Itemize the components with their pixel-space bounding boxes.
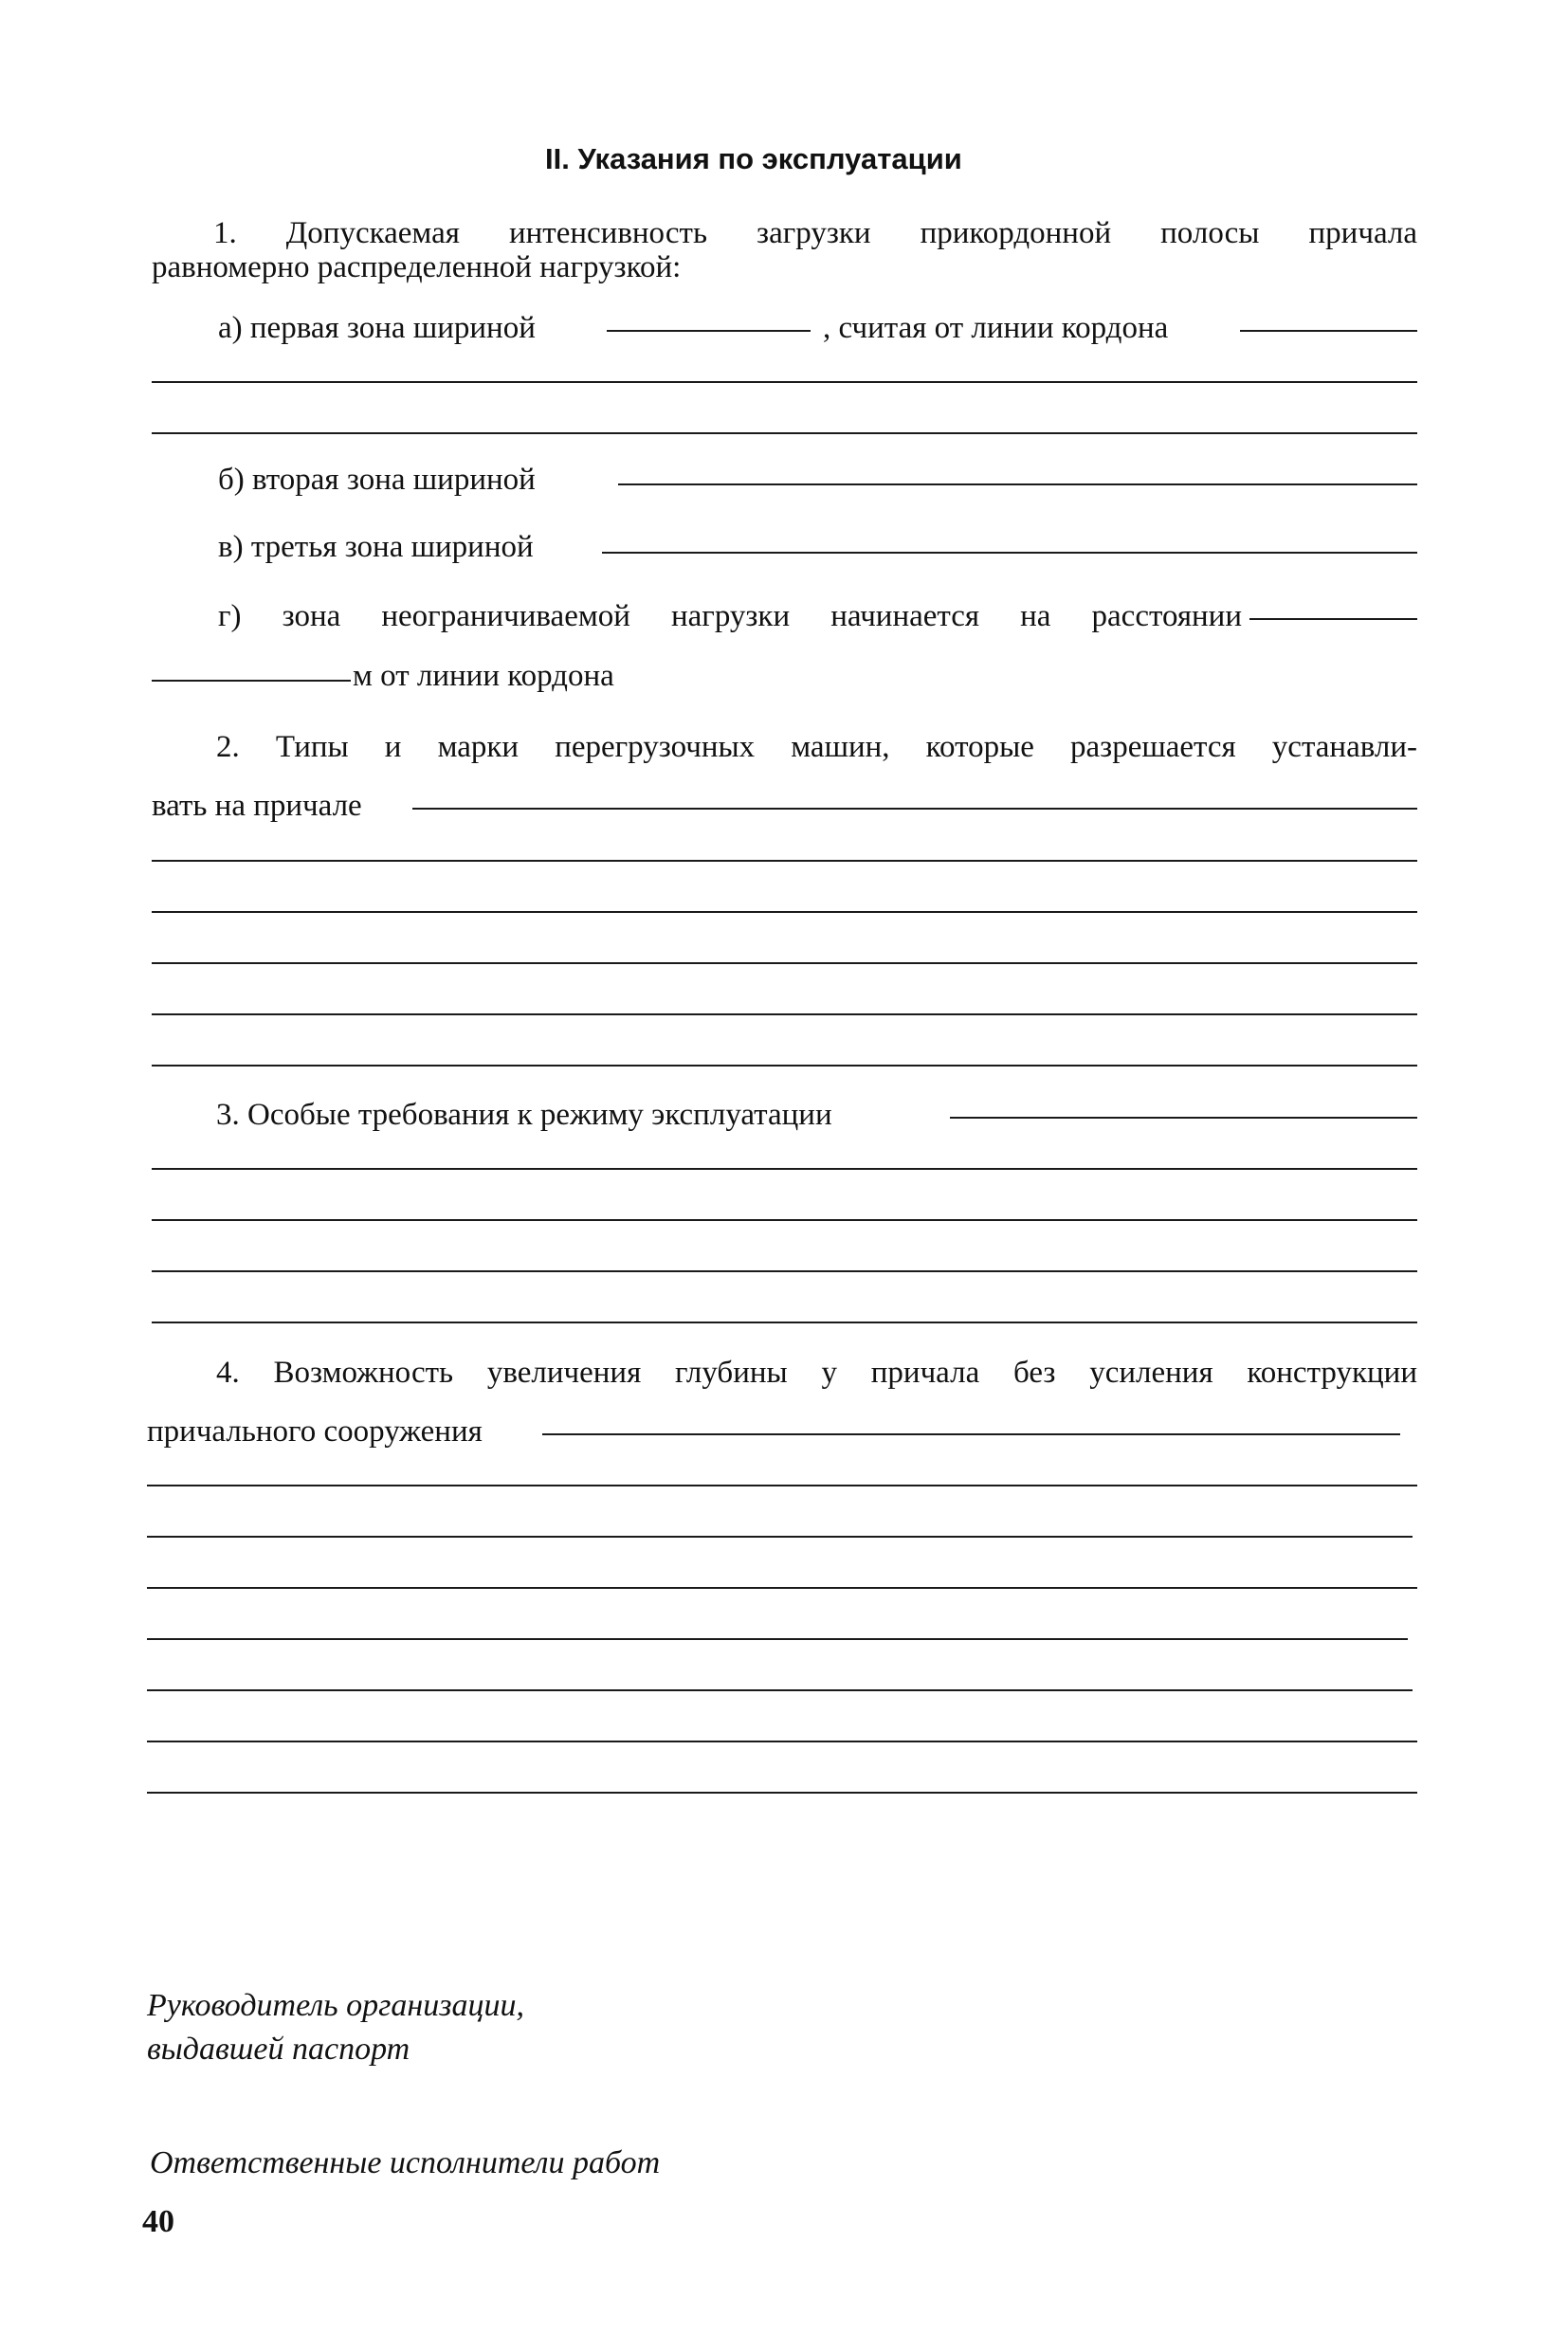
item4-line-4[interactable]	[147, 1638, 1408, 1640]
item4-line-2[interactable]	[147, 1536, 1413, 1538]
item4-line-7[interactable]	[147, 1792, 1417, 1794]
item1-c-blank[interactable]	[602, 552, 1417, 554]
signature-head-line1: Руководитель организации,	[147, 1988, 525, 2023]
item2-line-1[interactable]	[152, 860, 1417, 862]
item4-line1: 4. Возможность увеличения глубины у причала без усиления конструкции	[216, 1356, 1417, 1390]
item3-label: 3. Особые требования к режиму эксплуатации	[216, 1098, 832, 1132]
item1-a-width-blank[interactable]	[607, 330, 811, 332]
item2-blank[interactable]	[412, 808, 1417, 810]
item4-line-6[interactable]	[147, 1741, 1417, 1742]
item1-a-cordon-blank[interactable]	[1240, 330, 1417, 332]
item3-line-4[interactable]	[152, 1322, 1417, 1323]
item4-line-5[interactable]	[147, 1689, 1413, 1691]
item1-c-label: в) третья зона шириной	[218, 530, 534, 564]
item1-d-line1: г) зона неограничиваемой нагрузки начинается на расстоянии	[218, 599, 1242, 633]
item2-line-4[interactable]	[152, 1013, 1417, 1015]
item1-line2: равномерно распределенной нагрузкой:	[152, 250, 682, 284]
item2-line-2[interactable]	[152, 911, 1417, 913]
page-number: 40	[142, 2204, 174, 2239]
item2-line-5[interactable]	[152, 1065, 1417, 1067]
section-heading: II. Указания по эксплуатации	[545, 142, 962, 175]
item2-line-3[interactable]	[152, 962, 1417, 964]
signature-executors: Ответственные исполнители работ	[150, 2145, 661, 2180]
item1-d-distance-blank[interactable]	[1249, 618, 1417, 620]
item3-line-1[interactable]	[152, 1168, 1417, 1170]
item1-b-blank[interactable]	[618, 483, 1417, 485]
item1-a-label: а) первая зона шириной	[218, 311, 536, 345]
item1-a-line-2[interactable]	[152, 432, 1417, 434]
item2-line1: 2. Типы и марки перегрузочных машин, которые разрешается устанавли-	[216, 730, 1417, 764]
item2-line2: вать на причале	[152, 789, 362, 823]
item4-blank[interactable]	[542, 1433, 1400, 1435]
item1-b-label: б) вторая зона шириной	[218, 463, 536, 497]
item3-blank[interactable]	[950, 1117, 1417, 1119]
signature-head-line2: выдавшей паспорт	[147, 2032, 410, 2067]
item1-a-line-1[interactable]	[152, 381, 1417, 383]
item3-line-2[interactable]	[152, 1219, 1417, 1221]
item1-line1: 1. Допускаемая интенсивность загрузки прикордонной полосы причала	[213, 216, 1417, 250]
item1-d-line2: м от линии кордона	[353, 659, 614, 693]
item3-line-3[interactable]	[152, 1270, 1417, 1272]
item4-line-3[interactable]	[147, 1587, 1417, 1589]
item4-line-1[interactable]	[147, 1485, 1417, 1486]
item4-line2: причального сооружения	[147, 1414, 483, 1449]
item1-d-meters-blank[interactable]	[152, 680, 351, 682]
item1-a-mid: , считая от линии кордона	[823, 311, 1169, 345]
